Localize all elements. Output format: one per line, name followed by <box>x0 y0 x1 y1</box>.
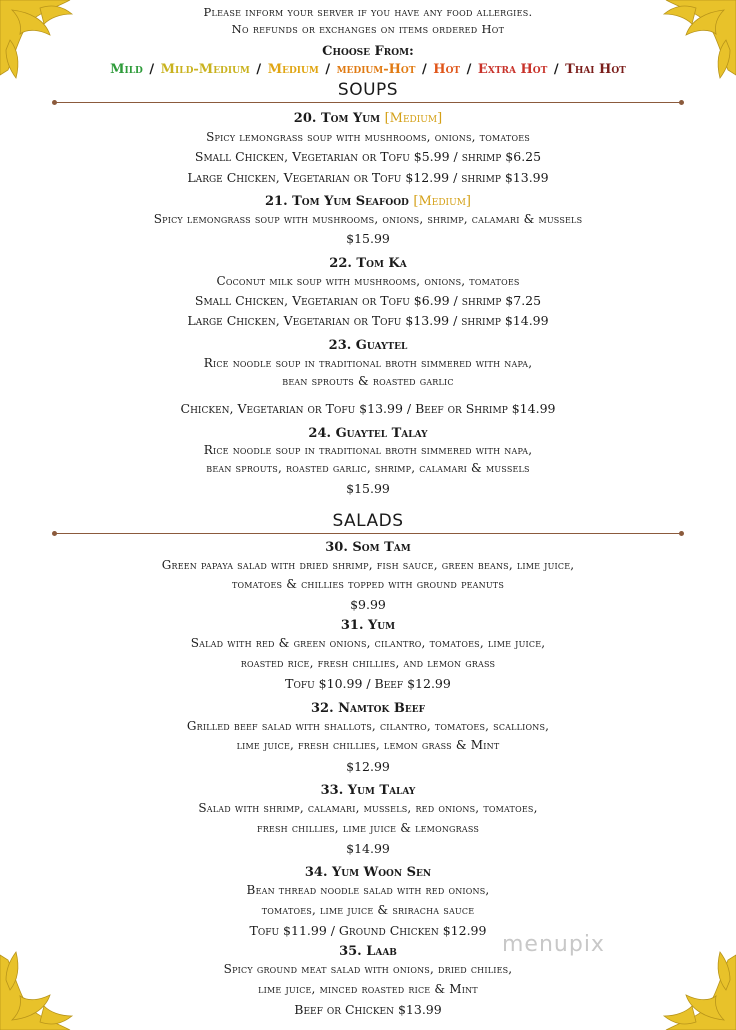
item-description: Spicy lemongrass soup with mushrooms, onions, tomatoes <box>206 130 530 144</box>
spice-separator: / <box>149 62 155 77</box>
item-price: Small Chicken, Vegetarian or Tofu $6.99 / shrimp $7.25 <box>194 293 542 308</box>
menu-item-title <box>0 256 736 271</box>
spice-tag: [Medium] <box>384 111 443 126</box>
spice-separator: / <box>553 62 559 77</box>
item-name: 22. Tom Ka <box>329 256 407 271</box>
item-description: bean sprouts, roasted garlic, shrimp, calamari & mussels <box>206 461 530 475</box>
spice-level-medium-hot: medium-Hot <box>336 62 416 77</box>
item-description: lime juice, minced roasted rice & Mint <box>258 982 478 996</box>
item-description: Rice noodle soup in traditional broth simmered with napa, <box>203 443 533 457</box>
menu-item-title <box>0 618 736 633</box>
item-price: $12.99 <box>346 759 390 774</box>
spice-level-mild: Mild <box>110 62 143 77</box>
item-description: Green papaya salad with dried shrimp, fish sauce, green beans, lime juice, <box>161 558 575 572</box>
item-price: $15.99 <box>346 231 390 246</box>
item-name: 30. Som Tam <box>325 540 411 555</box>
spice-separator: / <box>256 62 262 77</box>
item-description: Spicy lemongrass soup with mushrooms, onions, shrimp, calamari & mussels <box>153 212 583 226</box>
menu-item-title <box>0 701 736 716</box>
item-name: 24. Guaytel Talay <box>308 426 428 441</box>
item-price: Large Chicken, Vegetarian or Tofu $12.99 / shrimp $13.99 <box>187 170 549 185</box>
spice-scale-label: Choose From: <box>322 44 414 59</box>
item-price: Chicken, Vegetarian or Tofu $13.99 / Beef or Shrimp $14.99 <box>180 401 556 416</box>
item-description: tomatoes, lime juice & sriracha sauce <box>261 903 475 917</box>
menu-item-title <box>0 111 736 126</box>
item-price: $15.99 <box>346 481 390 496</box>
item-description: tomatoes & chillies topped with ground peanuts <box>231 577 505 591</box>
spice-level-thai-hot: Thai Hot <box>565 62 626 77</box>
menu-item-title <box>0 540 736 555</box>
item-name: 34. Yum Woon Sen <box>304 865 432 880</box>
item-name: 33. Yum Talay <box>320 783 416 798</box>
menu-item-title <box>0 783 736 798</box>
section-divider <box>55 533 681 534</box>
menu-item-title <box>0 338 736 353</box>
item-price: $9.99 <box>350 597 386 612</box>
spice-level-hot: Hot <box>433 62 461 77</box>
item-description: roasted rice, fresh chillies, and lemon grass <box>240 656 496 670</box>
item-name: 31. Yum <box>340 618 396 633</box>
item-price: Tofu $10.99 / Beef $12.99 <box>285 676 451 691</box>
spice-scale <box>0 62 736 77</box>
item-description: fresh chillies, lime juice & lemongrass <box>256 821 480 835</box>
spice-level-mild-medium: Mild-Medium <box>160 62 250 77</box>
spice-tag: [Medium] <box>413 194 471 209</box>
menu-item-title <box>0 865 736 880</box>
item-name: 23. Guaytel <box>328 338 408 353</box>
spice-separator: / <box>325 62 331 77</box>
menu-item-title <box>0 194 736 209</box>
item-price: Tofu $11.99 / Ground Chicken $12.99 <box>249 923 487 938</box>
section-divider <box>55 102 681 103</box>
menu-item-title <box>0 944 736 959</box>
spice-level-medium: Medium <box>267 62 319 77</box>
section-title-salads: SALADS <box>332 511 404 531</box>
watermark: menupix <box>502 932 605 957</box>
spice-level-extra-hot: Extra Hot <box>477 62 548 77</box>
item-price: Large Chicken, Vegetarian or Tofu $13.99 / shrimp $14.99 <box>187 313 549 328</box>
item-price: Small Chicken, Vegetarian or Tofu $5.99 / shrimp $6.25 <box>194 149 542 164</box>
item-name: 35. Laab <box>339 944 397 959</box>
item-description: Salad with shrimp, calamari, mussels, red onions, tomatoes, <box>198 801 538 815</box>
item-name: 32. Namtok Beef <box>311 701 425 716</box>
item-description: Spicy ground meat salad with onions, dried chilies, <box>223 962 513 976</box>
item-description: lime juice, fresh chillies, lemon grass & Mint <box>236 738 500 752</box>
spice-separator: / <box>466 62 472 77</box>
item-name: 20. Tom Yum <box>293 111 381 126</box>
item-description: Rice noodle soup in traditional broth simmered with napa, <box>203 356 533 370</box>
notice-allergies: Please inform your server if you have any food allergies. <box>203 5 533 19</box>
item-name: 21. Tom Yum Seafood <box>264 194 409 209</box>
item-description: Salad with red & green onions, cilantro, tomatoes, lime juice, <box>190 636 546 650</box>
spice-separator: / <box>422 62 427 77</box>
item-price: $14.99 <box>346 841 390 856</box>
item-price: Beef or Chicken $13.99 <box>294 1002 442 1017</box>
item-description: Grilled beef salad with shallots, cilantro, tomatoes, scallions, <box>186 719 550 733</box>
item-description: Bean thread noodle salad with red onions, <box>246 883 490 897</box>
item-description: Coconut milk soup with mushrooms, onions, tomatoes <box>216 274 520 288</box>
menu-item-title <box>0 426 736 441</box>
item-description: bean sprouts & roasted garlic <box>282 374 454 388</box>
section-title-soups: SOUPS <box>337 80 399 100</box>
notice-refunds: No refunds or exchanges on items ordered Hot <box>231 22 505 36</box>
